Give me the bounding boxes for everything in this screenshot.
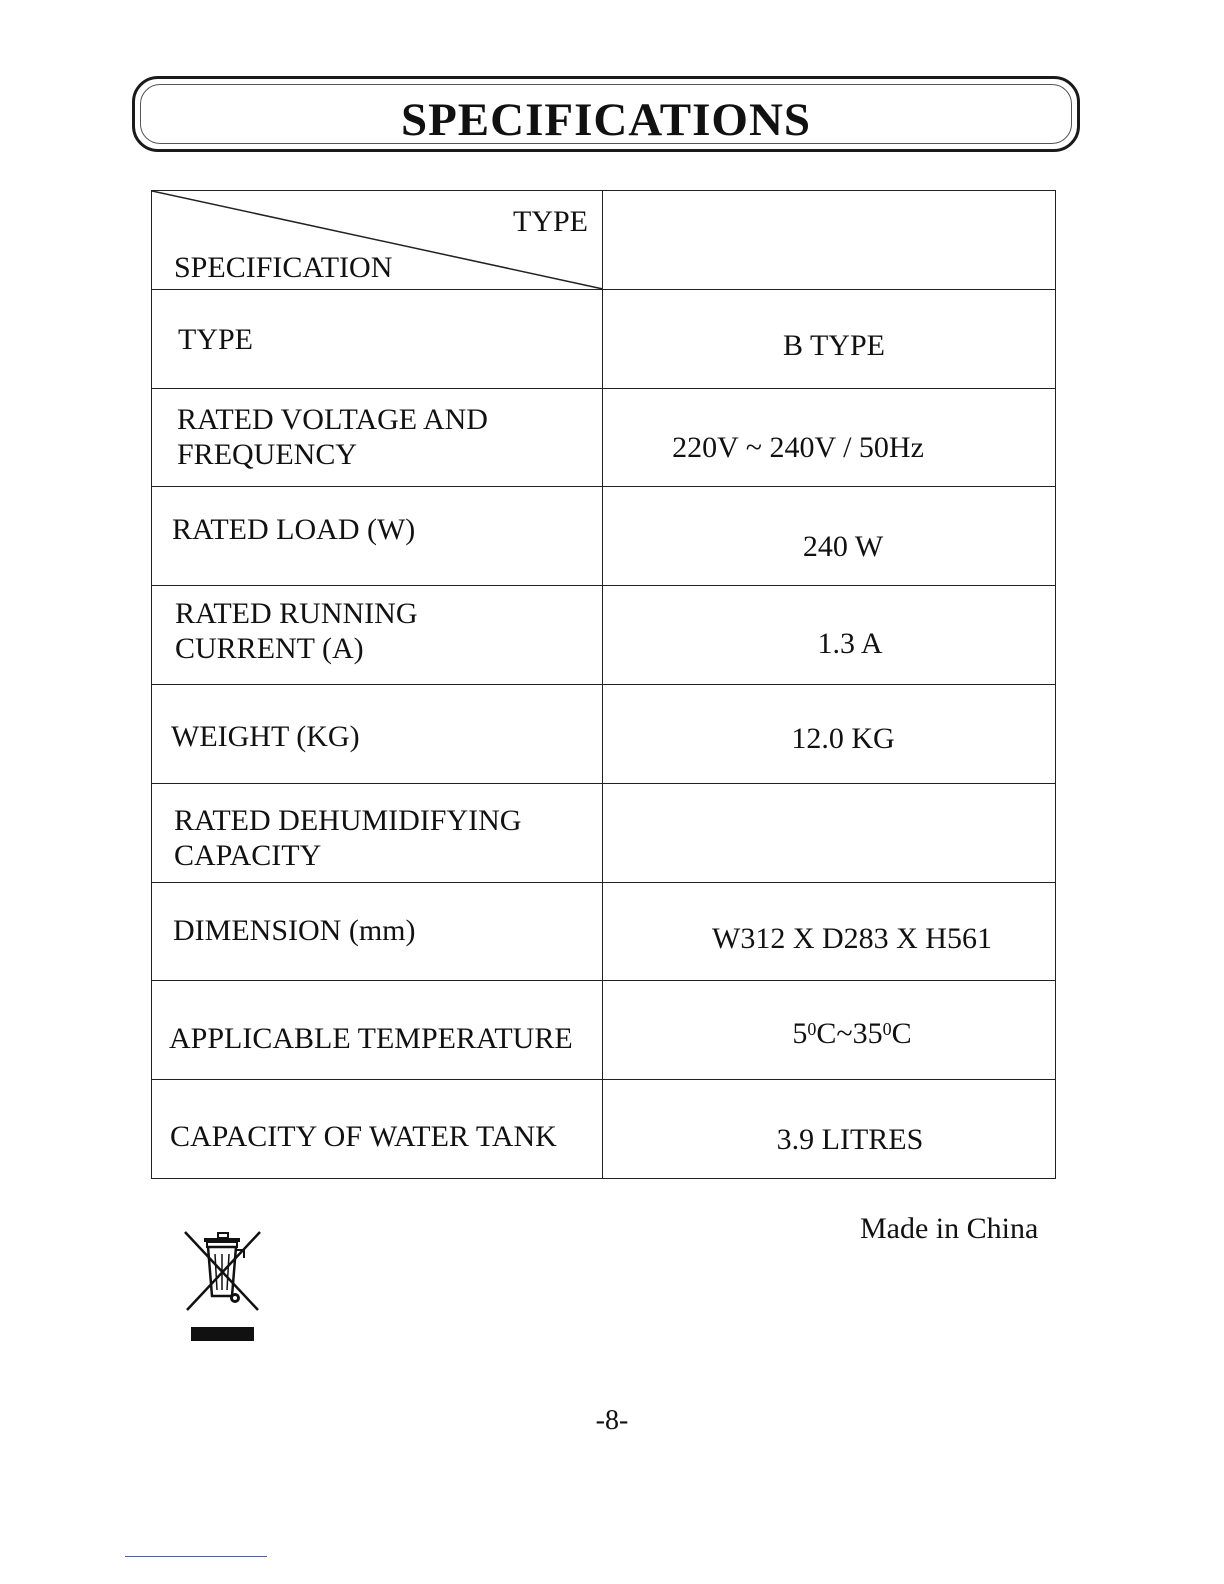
header-value-cell xyxy=(603,191,1056,290)
spec-label-line: RATED VOLTAGE AND xyxy=(177,402,488,436)
spec-label: TYPE xyxy=(178,322,253,356)
spec-label-line: RATED DEHUMIDIFYING xyxy=(174,803,522,837)
spec-value: 1.3 A xyxy=(817,627,883,661)
spec-value-cell xyxy=(603,388,1056,487)
spec-label-cell xyxy=(152,586,603,685)
row-header-specification: SPECIFICATION xyxy=(174,251,393,284)
spec-value-cell xyxy=(603,1080,1056,1179)
spec-label xyxy=(174,803,598,873)
spec-value-cell xyxy=(603,487,1056,586)
spec-label: WEIGHT (KG) xyxy=(171,719,360,753)
spec-label: APPLICABLE TEMPERATURE xyxy=(169,1022,573,1056)
spec-value: B TYPE xyxy=(783,328,885,362)
spec-label-cell xyxy=(152,783,603,882)
spec-value: 240 W xyxy=(802,530,884,564)
spec-label-cell xyxy=(152,388,603,487)
spec-value: W312 X D283 X H561 xyxy=(712,921,992,955)
spec-label-cell xyxy=(152,882,603,981)
table-header-row xyxy=(152,191,1056,290)
spec-label xyxy=(175,596,598,666)
degree-superscript: 0 xyxy=(807,1019,817,1040)
spec-value-cell xyxy=(603,289,1056,388)
spec-label-cell xyxy=(152,1080,603,1179)
spec-label-line: FREQUENCY xyxy=(177,437,358,471)
page-title: SPECIFICATIONS xyxy=(400,94,812,146)
diagonal-header-cell xyxy=(152,191,603,290)
spec-label-cell xyxy=(152,487,603,586)
table-row xyxy=(152,388,1056,487)
table-row xyxy=(152,783,1056,882)
spec-value: 220V ~ 240V / 50Hz xyxy=(672,430,924,464)
temperature-low-number: 5 xyxy=(792,1017,808,1051)
specifications-table xyxy=(151,190,1056,1179)
column-header-type: TYPE xyxy=(513,205,588,238)
footer-rule xyxy=(125,1556,267,1557)
spec-label-cell xyxy=(152,289,603,388)
degree-superscript: 0 xyxy=(882,1019,892,1040)
table-row xyxy=(152,882,1056,981)
crossed-out-wheelie-bin-icon xyxy=(180,1228,266,1346)
spec-value-cell xyxy=(603,684,1056,783)
spec-label-cell xyxy=(152,981,603,1080)
table-row xyxy=(152,586,1056,685)
spec-label xyxy=(177,402,598,472)
title-banner xyxy=(132,76,1080,152)
table-row xyxy=(152,289,1056,388)
spec-value-cell xyxy=(603,981,1056,1080)
spec-label-line: CURRENT (A) xyxy=(175,632,364,666)
spec-value-cell xyxy=(603,882,1056,981)
spec-value-cell xyxy=(603,783,1056,882)
spec-value: 12.0 KG xyxy=(791,721,895,755)
table-row xyxy=(152,981,1056,1080)
table-row xyxy=(152,487,1056,586)
spec-label: DIMENSION (mm) xyxy=(173,913,416,947)
table-row xyxy=(152,684,1056,783)
spec-value: 3.9 LITRES xyxy=(776,1123,924,1157)
spec-value-cell xyxy=(603,586,1056,685)
temperature-middle: C~35 xyxy=(816,1017,883,1051)
spec-label-line: CAPACITY xyxy=(174,838,322,872)
spec-value-temperature xyxy=(649,1016,1055,1051)
page-number: -8- xyxy=(595,1405,629,1436)
temperature-high-unit: C xyxy=(891,1017,912,1051)
spec-label-cell xyxy=(152,684,603,783)
spec-label: CAPACITY OF WATER TANK xyxy=(170,1120,557,1154)
table-row xyxy=(152,1080,1056,1179)
spec-label: RATED LOAD (W) xyxy=(172,513,416,547)
made-in-label: Made in China xyxy=(860,1212,1039,1245)
spec-label-line: RATED RUNNING xyxy=(175,597,418,631)
